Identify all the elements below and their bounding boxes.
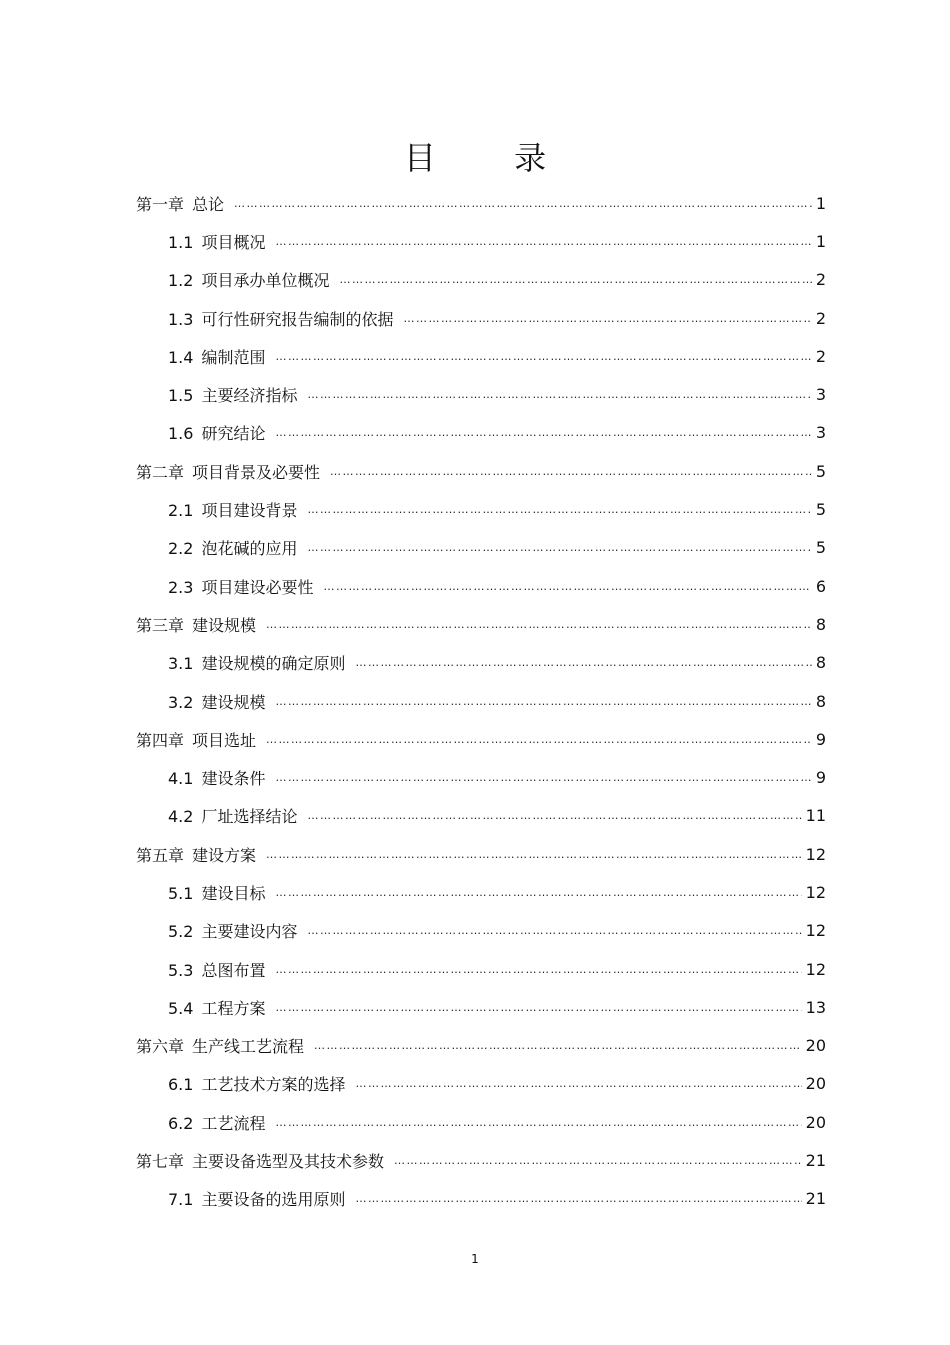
toc-entry-number: 3.2 <box>168 692 194 712</box>
toc-entry-page: 2 <box>815 308 826 328</box>
toc-entry[interactable] <box>136 337 826 375</box>
dot-leader <box>275 350 811 363</box>
toc-entry-number: 6.1 <box>168 1075 194 1095</box>
dot-leader <box>266 618 812 631</box>
toc-entry-label <box>168 498 297 521</box>
toc-entry-number: 第七章 <box>136 1152 185 1172</box>
toc-entry-number: 第四章 <box>136 730 185 750</box>
toc-entry-text: 项目背景及必要性 <box>192 462 321 482</box>
toc-entry-page: 6 <box>815 576 826 596</box>
toc-entry-text: 项目建设必要性 <box>201 577 314 597</box>
toc-entry-label <box>136 1149 384 1172</box>
toc-entry-number: 第二章 <box>136 462 185 482</box>
dot-leader <box>339 273 811 286</box>
toc-entry-text: 主要经济指标 <box>201 386 298 406</box>
toc-entry-text: 主要建设内容 <box>201 922 298 942</box>
toc-entry-text: 建设规模 <box>192 615 257 635</box>
toc-entry-text: 工艺技术方案的选择 <box>201 1075 346 1095</box>
dot-leader <box>307 809 801 822</box>
toc-entry-label <box>168 1187 345 1210</box>
toc-entry-label <box>168 383 297 406</box>
toc-entry[interactable] <box>136 988 826 1026</box>
toc-entry-page: 3 <box>815 385 826 405</box>
toc-entry-text: 建设目标 <box>201 883 266 903</box>
toc-entry-label <box>168 307 393 330</box>
toc-entry-label <box>168 268 329 291</box>
toc-entry-label <box>168 230 265 253</box>
toc-entry-number: 5.1 <box>168 883 194 903</box>
toc-entry[interactable] <box>136 1103 826 1141</box>
toc-entry[interactable] <box>136 375 826 413</box>
toc-entry-text: 建设条件 <box>201 769 266 789</box>
toc-entry-page: 13 <box>805 997 826 1017</box>
toc-entry-text: 建设方案 <box>192 845 257 865</box>
dot-leader <box>275 963 801 976</box>
toc-entry-number: 4.2 <box>168 807 194 827</box>
toc-entry-number: 4.1 <box>168 769 194 789</box>
toc-entry[interactable] <box>136 758 826 796</box>
dot-leader <box>275 771 811 784</box>
toc-entry-label <box>168 958 265 981</box>
toc-entry[interactable] <box>136 873 826 911</box>
toc-entry-label <box>136 192 224 215</box>
dot-leader <box>266 848 802 861</box>
toc-entry-number: 2.1 <box>168 501 194 521</box>
toc-entry-number: 第三章 <box>136 615 185 635</box>
toc-entry-number: 1.1 <box>168 232 194 252</box>
toc-entry-label <box>168 919 297 942</box>
toc-entry-number: 5.2 <box>168 922 194 942</box>
toc-entry-page: 2 <box>815 270 826 290</box>
toc-entry-number: 第六章 <box>136 1037 185 1057</box>
toc-entry[interactable] <box>136 797 826 835</box>
toc-entry-label <box>168 804 297 827</box>
toc-entry[interactable] <box>136 452 826 490</box>
toc-entry[interactable] <box>136 605 826 643</box>
dot-leader <box>314 1039 802 1052</box>
toc-entry[interactable] <box>136 567 826 605</box>
dot-leader <box>275 695 811 708</box>
toc-entry-number: 1.2 <box>168 271 194 291</box>
toc-entry-page: 8 <box>815 653 826 673</box>
dot-leader <box>355 1077 801 1090</box>
toc-entry-number: 第一章 <box>136 194 185 214</box>
toc-entry-number: 5.4 <box>168 998 194 1018</box>
toc-entry-page: 21 <box>805 1151 826 1171</box>
toc-entry-page: 3 <box>815 423 826 443</box>
toc-entry-number: 2.2 <box>168 539 194 559</box>
dot-leader <box>266 733 812 746</box>
toc-entry-label <box>168 345 265 368</box>
toc-entry-page: 20 <box>805 1112 826 1132</box>
dot-leader <box>330 465 812 478</box>
toc-entry-page: 8 <box>815 691 826 711</box>
dot-leader <box>275 1001 801 1014</box>
toc-entry-label <box>168 536 297 559</box>
toc-entry-number: 6.2 <box>168 1113 194 1133</box>
toc-entry-text: 项目概况 <box>201 232 266 252</box>
toc-entry-text: 主要设备选型及其技术参数 <box>192 1152 385 1172</box>
toc-entry-number: 2.3 <box>168 577 194 597</box>
toc-entry-text: 主要设备的选用原则 <box>201 1190 346 1210</box>
toc-entry-text: 厂址选择结论 <box>201 807 298 827</box>
toc-entry-page: 21 <box>805 1189 826 1209</box>
toc-entry-label <box>136 613 256 636</box>
toc-entry[interactable] <box>136 682 826 720</box>
toc-entry-label <box>168 996 265 1019</box>
dot-leader <box>403 312 811 325</box>
toc-entry-number: 1.4 <box>168 347 194 367</box>
dot-leader <box>355 656 811 669</box>
toc-entry-page: 9 <box>815 729 826 749</box>
toc-entry[interactable] <box>136 184 826 222</box>
page-title: 目 录 <box>403 139 581 178</box>
toc-entry-label <box>136 843 256 866</box>
dot-leader <box>275 426 811 439</box>
toc-entry-number: 1.6 <box>168 424 194 444</box>
toc-entry-label <box>136 460 320 483</box>
dot-leader <box>307 541 811 554</box>
dot-leader <box>307 388 811 401</box>
toc-entry-text: 建设规模 <box>201 692 266 712</box>
toc-entry-text: 总论 <box>192 194 225 214</box>
toc-entry[interactable] <box>136 1141 826 1179</box>
toc-entry-text: 研究结论 <box>201 424 266 444</box>
toc-entry[interactable] <box>136 950 826 988</box>
toc-entry-number: 3.1 <box>168 654 194 674</box>
toc-entry-label <box>136 1034 304 1057</box>
toc-entry-text: 项目选址 <box>192 730 257 750</box>
toc-entry-label <box>168 881 265 904</box>
toc-entry-label <box>136 728 256 751</box>
toc-entry-text: 工程方案 <box>201 998 266 1018</box>
toc-entry-text: 项目承办单位概况 <box>201 271 330 291</box>
toc-entry-label <box>168 421 265 444</box>
toc-entry-page: 2 <box>815 346 826 366</box>
toc-entry[interactable] <box>136 529 826 567</box>
toc-entry-page: 12 <box>805 844 826 864</box>
toc-entry-number: 5.3 <box>168 960 194 980</box>
toc-entry-page: 12 <box>805 882 826 902</box>
toc-entry-page: 1 <box>815 231 826 251</box>
toc-entry[interactable] <box>136 299 826 337</box>
toc-entry[interactable] <box>136 222 826 260</box>
toc-entry-label <box>168 690 265 713</box>
dot-leader <box>307 503 811 516</box>
toc-entry-number: 1.5 <box>168 386 194 406</box>
toc-entry-page: 20 <box>805 1074 826 1094</box>
toc-entry-page: 5 <box>815 538 826 558</box>
toc-entry-page: 1 <box>815 193 826 213</box>
toc-entry-label <box>168 651 345 674</box>
dot-leader <box>394 1154 802 1167</box>
dot-leader <box>355 1192 801 1205</box>
toc-entry-page: 12 <box>805 959 826 979</box>
toc-entry-label <box>168 1111 265 1134</box>
toc-entry[interactable] <box>136 720 826 758</box>
toc-entry-text: 建设规模的确定原则 <box>201 654 346 674</box>
toc-entry-number: 7.1 <box>168 1190 194 1210</box>
toc-entry[interactable] <box>136 1027 826 1065</box>
toc-entry-page: 11 <box>805 806 826 826</box>
dot-leader <box>234 197 812 210</box>
dot-leader <box>323 580 811 593</box>
toc-entry[interactable] <box>136 490 826 528</box>
toc-entry[interactable] <box>136 1065 826 1103</box>
dot-leader <box>275 235 811 248</box>
toc-entry[interactable] <box>136 644 826 682</box>
toc-entry-label <box>168 1072 345 1095</box>
toc-entry-label <box>168 766 265 789</box>
toc-entry-text: 可行性研究报告编制的依据 <box>201 309 394 329</box>
toc-entry[interactable] <box>136 261 826 299</box>
toc-entry-page: 20 <box>805 1036 826 1056</box>
toc-entry-number: 1.3 <box>168 309 194 329</box>
table-of-contents <box>136 184 826 1218</box>
toc-entry[interactable] <box>136 912 826 950</box>
toc-entry-text: 项目建设背景 <box>201 501 298 521</box>
dot-leader <box>275 1116 801 1129</box>
toc-entry[interactable] <box>136 414 826 452</box>
toc-entry-number: 第五章 <box>136 845 185 865</box>
toc-entry-page: 9 <box>815 768 826 788</box>
toc-entry[interactable] <box>136 1180 826 1218</box>
toc-entry-text: 总图布置 <box>201 960 266 980</box>
toc-entry-page: 8 <box>815 614 826 634</box>
toc-entry-text: 工艺流程 <box>201 1113 266 1133</box>
page-number: 1 <box>471 1252 479 1266</box>
toc-entry-text: 泡花碱的应用 <box>201 539 298 559</box>
toc-entry[interactable] <box>136 835 826 873</box>
toc-entry-text: 编制范围 <box>201 347 266 367</box>
toc-entry-text: 生产线工艺流程 <box>192 1037 305 1057</box>
toc-entry-page: 5 <box>815 461 826 481</box>
toc-entry-page: 5 <box>815 500 826 520</box>
dot-leader <box>307 924 801 937</box>
dot-leader <box>275 886 801 899</box>
toc-entry-page: 12 <box>805 921 826 941</box>
toc-entry-label <box>168 575 313 598</box>
